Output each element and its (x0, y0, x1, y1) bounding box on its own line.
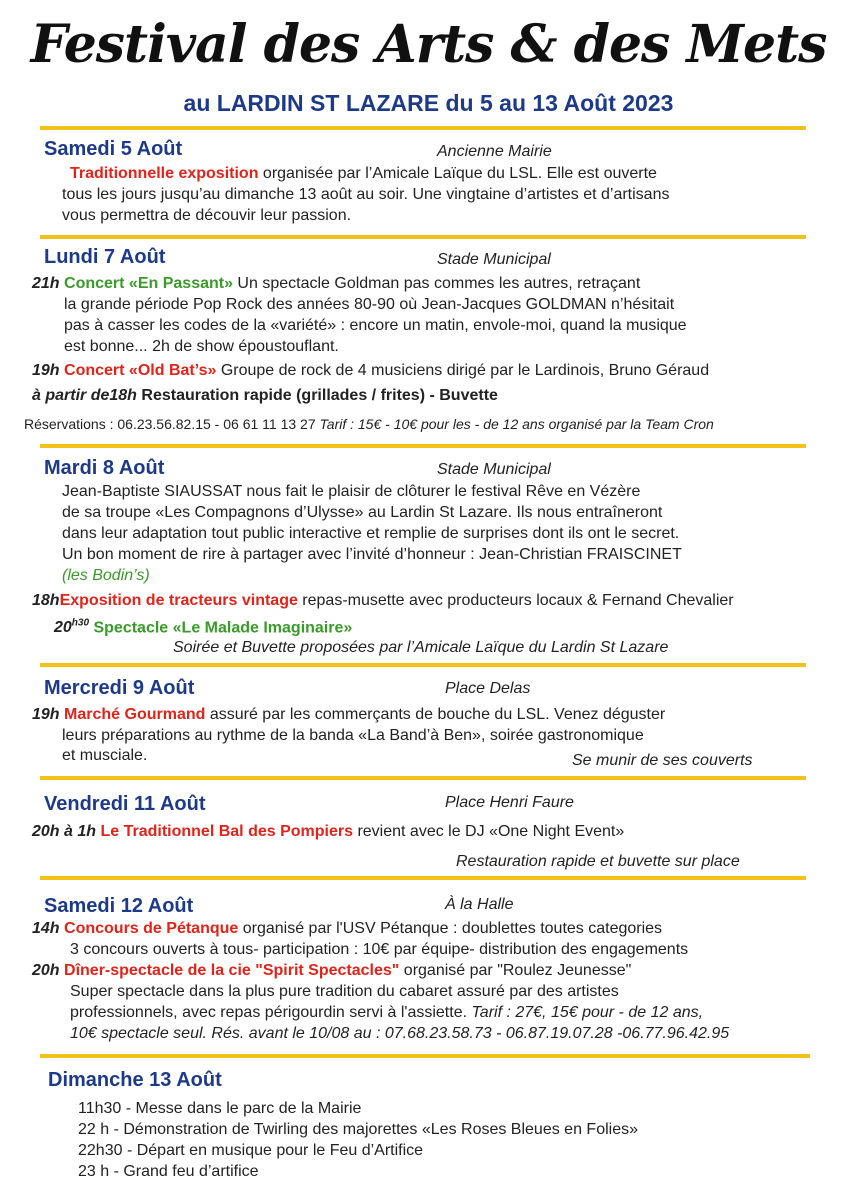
event-text: repas-musette avec producteurs locaux & Fernand Chevalier (297, 592, 734, 609)
separator (40, 663, 806, 667)
event-highlight: Le Traditionnel Bal des Pompiers (100, 823, 353, 840)
event-line: et musciale. (62, 747, 148, 764)
event-highlight: Concert «En Passant» (64, 275, 233, 292)
event-highlight: Marché Gourmand (64, 706, 206, 723)
event-line (32, 274, 640, 294)
event-place: À la Halle (445, 896, 514, 913)
event-place: Place Henri Faure (445, 794, 574, 811)
event-time: 21h (32, 275, 60, 292)
day-title: Lundi 7 Août (44, 246, 166, 268)
event-time: 20h (32, 962, 60, 979)
separator (40, 444, 806, 448)
event-line: tous les jours jusqu’au dimanche 13 août au soir. Une vingtaine d’artistes et d’artisans (62, 186, 670, 203)
separator (40, 126, 806, 130)
event-tarif: Tarif : 27€, 15€ pour - de 12 ans, (467, 1004, 704, 1021)
event-place: Stade Municipal (437, 461, 551, 478)
event-line (32, 361, 709, 381)
event-line: Super spectacle dans la plus pure tradition du cabaret assuré par des artistes (70, 983, 619, 1000)
event-highlight: Concours de Pétanque (64, 920, 239, 937)
event-text: Un spectacle Goldman pas commes les autres, retraçant (232, 275, 641, 292)
event-highlight: Traditionnelle exposition (70, 165, 259, 182)
event-line (32, 961, 631, 981)
event-line: vous permettra de découvir leur passion. (62, 207, 352, 224)
event-note: Se munir de ses couverts (572, 752, 753, 769)
event-line (54, 614, 352, 638)
list-item: 11h30 - Messe dans le parc de la Mairie (78, 1100, 362, 1117)
event-place: Place Delas (445, 680, 531, 697)
event-line: la grande période Pop Rock des années 80-90 où Jean-Jacques GOLDMAN n’hésitait (64, 296, 675, 313)
event-text: professionnels, avec repas périgourdin servi à l'assiette. (70, 1004, 468, 1021)
day-title: Samedi 5 Août (44, 138, 183, 160)
separator (40, 235, 806, 239)
festival-subtitle: au LARDIN ST LAZARE du 5 au 13 Août 2023 (183, 90, 674, 116)
day-title: Vendredi 11 Août (44, 793, 206, 815)
event-place: Stade Municipal (437, 251, 551, 268)
list-item: 23 h - Grand feu d’artifice (78, 1163, 259, 1180)
event-highlight: Spectacle «Le Malade Imaginaire» (93, 619, 353, 637)
event-highlight: Exposition de tracteurs vintage (59, 592, 298, 609)
event-line (32, 919, 662, 939)
event-note: Restauration rapide et buvette sur place (456, 853, 740, 870)
event-highlight: Concert «Old Bat’s» (64, 362, 217, 379)
list-item: 22h30 - Départ en musique pour le Feu d’Artifice (78, 1142, 424, 1159)
event-time: 19h (32, 362, 60, 379)
day-title: Mardi 8 Août (44, 457, 165, 479)
event-time: à partir de18h (32, 387, 137, 404)
event-line: est bonne... 2h de show époustouflant. (64, 338, 339, 355)
event-text: Groupe de rock de 4 musiciens dirigé par le Lardinois, Bruno Géraud (216, 362, 710, 379)
day-title: Samedi 12 Août (44, 895, 194, 917)
event-text: organisée par l’Amicale Laïque du LSL. Elle est ouverte (258, 165, 657, 182)
event-line: 3 concours ouverts à tous- participation : 10€ par équipe- distribution des engagements (70, 941, 689, 958)
reservations-phones: Réservations : 06.23.56.82.15 - 06 61 11 13 27 (24, 416, 316, 432)
event-note: Soirée et Buvette proposées par l’Amicale Laïque du Lardin St Lazare (173, 639, 669, 656)
event-time: 18h (32, 592, 60, 609)
event-time: $20^{h30}$ (54, 618, 90, 637)
event-line: Jean-Baptiste SIAUSSAT nous fait le plaisir de clôturer le festival Rêve en Vézère (62, 483, 641, 500)
day-title: Dimanche 13 Août (48, 1069, 222, 1091)
event-line: de sa troupe «Les Compagnons d’Ulysse» au Lardin St Lazare. Ils nous entraîneront (62, 504, 663, 521)
event-highlight: Dîner-spectacle de la cie "Spirit Spectacles" (64, 962, 400, 979)
day-title: Mercredi 9 Août (44, 677, 195, 699)
event-line: leurs préparations au rythme de la banda «La Band’à Ben», soirée gastronomique (62, 727, 644, 744)
separator (40, 1054, 810, 1058)
event-text: revient avec le DJ «One Night Event» (353, 823, 625, 840)
event-place: Ancienne Mairie (437, 143, 552, 160)
event-line: Un bon moment de rire à partager avec l’invité d’honneur : Jean-Christian FRAISCINET (62, 546, 682, 563)
event-line: pas à casser les codes de la «variété» : encore un matin, envole-moi, quand la musique (64, 317, 687, 334)
event-text: organisé par l'USV Pétanque : doublettes toutes categories (238, 920, 663, 937)
event-line (32, 822, 624, 842)
event-time: 19h (32, 706, 60, 723)
event-line: 10€ spectacle seul. Rés. avant le 10/08 au : 07.68.23.58.73 - 06.87.19.07.28 -06.77.96.42.95 (70, 1025, 730, 1042)
list-item: 22 h - Démonstration de Twirling des majorettes «Les Roses Bleues en Folies» (78, 1121, 638, 1138)
separator (40, 776, 806, 780)
event-line: dans leur adaptation tout public interactive et remplie de surprises dont ils ont le secret. (62, 525, 680, 542)
reservations-tarif: Tarif : 15€ - 10€ pour les - de 12 ans organisé par la Team Cron (315, 416, 714, 432)
reservations-line (24, 414, 714, 434)
event-line (32, 705, 665, 725)
festival-title: Festival des Arts & des Mets (30, 14, 827, 75)
event-line (70, 1003, 703, 1023)
event-line (32, 591, 734, 611)
event-line: (les Bodin’s) (62, 567, 150, 584)
event-line (32, 386, 498, 406)
event-text: assuré par les commerçants de bouche du LSL. Venez déguster (205, 706, 666, 723)
separator (40, 876, 806, 880)
event-text: organisé par "Roulez Jeunesse" (399, 962, 632, 979)
event-time: 20h à 1h (32, 823, 97, 840)
event-time: 14h (32, 920, 60, 937)
event-line (70, 164, 657, 184)
event-highlight: Restauration rapide (grillades / frites) - Buvette (141, 387, 498, 404)
